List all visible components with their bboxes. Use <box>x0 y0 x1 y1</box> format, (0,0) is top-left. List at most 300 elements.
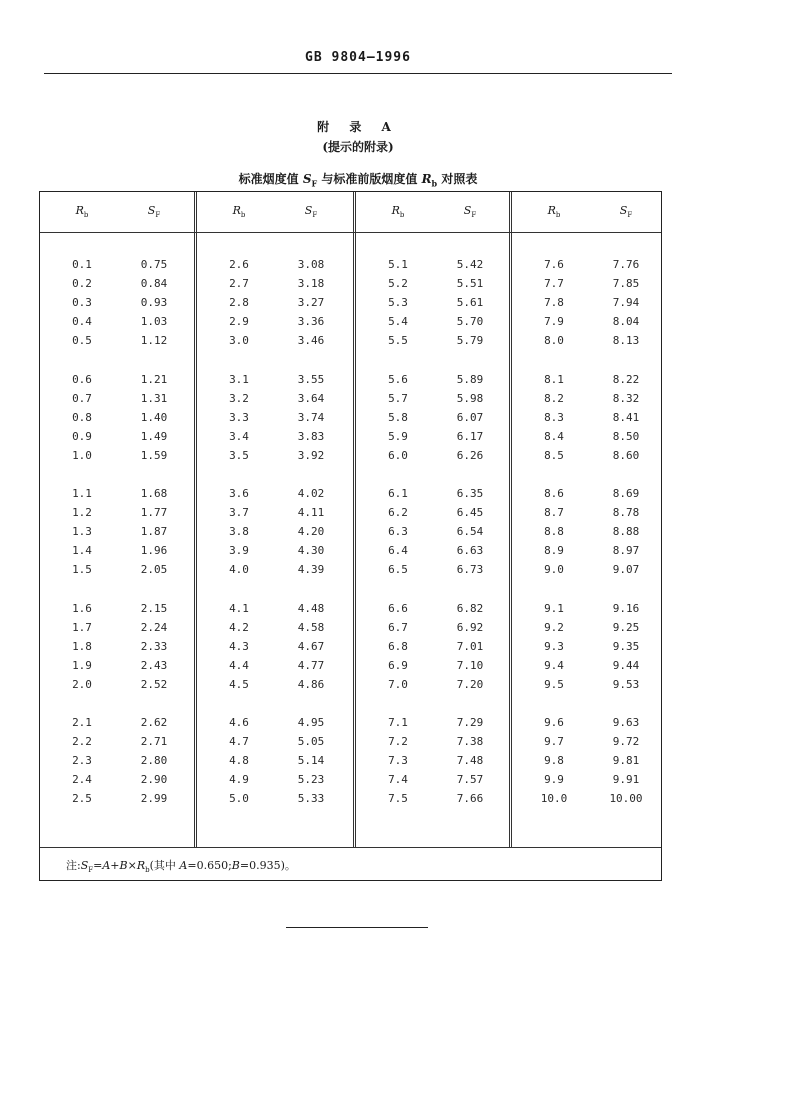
sf-value: 2.80 <box>140 754 168 768</box>
rb-value: 7.2 <box>388 735 408 749</box>
header-sf-sub: F <box>312 211 318 220</box>
table-title-part3: 对照表 <box>437 172 478 186</box>
rb-value: 2.9 <box>229 315 249 329</box>
table-row <box>356 621 508 639</box>
sf-value: 1.59 <box>140 448 168 462</box>
table-row <box>40 716 192 734</box>
header-rb-symbol: R <box>547 204 556 217</box>
sf-value: 5.42 <box>456 258 484 271</box>
sf-value: 1.77 <box>140 506 168 520</box>
rb-value: 1.2 <box>72 506 92 520</box>
table-row <box>356 430 508 448</box>
rb-value: 3.3 <box>229 410 249 424</box>
table-row <box>512 334 664 352</box>
rb-value: 9.9 <box>544 773 564 787</box>
sf-value: 8.60 <box>612 448 640 462</box>
rb-value: 1.9 <box>72 658 92 672</box>
rb-value: 4.1 <box>229 601 249 615</box>
appendix-subtitle: (提示的附录) <box>322 140 394 154</box>
table-row <box>512 754 664 772</box>
sf-value: 1.87 <box>140 525 168 539</box>
rb-value: 4.9 <box>229 773 249 787</box>
table-title-sub1: F <box>311 178 318 189</box>
table-row <box>356 258 508 276</box>
rb-value: 7.8 <box>544 296 564 310</box>
rb-value: 8.2 <box>544 391 564 405</box>
rb-value: 5.4 <box>388 315 408 329</box>
header-sf-symbol: S <box>147 204 156 217</box>
rb-value: 4.8 <box>229 754 249 768</box>
sf-value: 6.17 <box>456 429 484 443</box>
sf-value: 9.07 <box>612 563 640 577</box>
table-row <box>40 735 192 753</box>
rb-value: 8.4 <box>544 429 564 443</box>
sf-value: 2.71 <box>140 735 168 749</box>
table-note <box>66 857 296 874</box>
sf-value: 5.23 <box>297 773 325 787</box>
table-row <box>512 487 664 505</box>
sf-value: 7.48 <box>456 754 484 768</box>
rb-value: 8.3 <box>544 410 564 424</box>
header-rule <box>44 73 672 74</box>
table-row <box>356 716 508 734</box>
sf-value: 4.95 <box>297 716 325 730</box>
rb-value: 6.9 <box>388 658 408 672</box>
rb-value: 9.0 <box>544 563 564 577</box>
sf-value: 8.50 <box>612 429 640 443</box>
table-row <box>40 334 192 352</box>
sf-value: 4.30 <box>297 544 325 558</box>
sf-value: 6.45 <box>456 506 484 520</box>
conversion-table <box>39 191 662 881</box>
table-row <box>512 277 664 295</box>
rb-value: 4.3 <box>229 639 249 653</box>
table-title-sym2: R <box>421 172 432 186</box>
rb-value: 5.0 <box>229 792 249 806</box>
table-row <box>197 334 349 352</box>
header-rb-symbol: R <box>232 204 241 217</box>
rb-value: 6.1 <box>388 487 408 501</box>
sf-value: 2.90 <box>140 773 168 787</box>
sf-value: 5.61 <box>456 296 484 310</box>
table-row <box>197 678 349 696</box>
rb-value: 1.6 <box>72 601 92 615</box>
note-s: S <box>80 859 89 872</box>
rb-value: 0.3 <box>72 296 92 310</box>
sf-value: 6.26 <box>456 448 484 462</box>
sf-value: 2.24 <box>140 620 168 634</box>
rb-value: 2.7 <box>229 277 249 291</box>
table-row <box>40 430 192 448</box>
sf-value: 3.92 <box>297 448 325 462</box>
page-header-code: GB 9804—1996 <box>305 50 411 65</box>
rb-value: 1.4 <box>72 544 92 558</box>
header-sf <box>291 204 331 219</box>
rb-value: 4.6 <box>229 716 249 730</box>
table-row <box>40 373 192 391</box>
rb-value: 5.2 <box>388 277 408 291</box>
rb-value: 7.1 <box>388 716 408 730</box>
header-rb <box>219 204 259 219</box>
note-a: A <box>102 859 111 872</box>
table-row <box>40 563 192 581</box>
sf-value: 3.55 <box>297 372 325 386</box>
sf-value: 4.20 <box>297 525 325 539</box>
rb-value: 0.4 <box>72 315 92 329</box>
rb-value: 3.5 <box>229 448 249 462</box>
table-row <box>197 430 349 448</box>
table-row <box>356 678 508 696</box>
sf-value: 8.32 <box>612 391 640 405</box>
table-row <box>356 487 508 505</box>
sf-value: 5.70 <box>456 315 484 329</box>
header-rb <box>378 204 418 219</box>
sf-value: 3.08 <box>297 258 325 271</box>
sf-value: 4.02 <box>297 487 325 501</box>
note-plus: + <box>110 859 120 872</box>
sf-value: 5.14 <box>297 754 325 768</box>
sf-value: 7.94 <box>612 296 640 310</box>
rb-value: 3.0 <box>229 334 249 348</box>
table-title-sub2: b <box>431 178 438 189</box>
note-times: × <box>127 859 137 872</box>
rb-value: 6.5 <box>388 563 408 577</box>
sf-value: 1.12 <box>140 334 168 348</box>
rb-value: 5.3 <box>388 296 408 310</box>
sf-value: 8.22 <box>612 372 640 386</box>
sf-value: 2.99 <box>140 792 168 806</box>
rb-value: 9.4 <box>544 658 564 672</box>
table-row <box>512 544 664 562</box>
table-column-group <box>40 192 192 847</box>
table-row <box>356 563 508 581</box>
rb-value: 9.2 <box>544 620 564 634</box>
table-row <box>40 640 192 658</box>
table-row <box>40 773 192 791</box>
table-row <box>40 678 192 696</box>
rb-value: 2.8 <box>229 296 249 310</box>
table-row <box>356 544 508 562</box>
table-row <box>356 754 508 772</box>
table-row <box>197 621 349 639</box>
sf-value: 2.52 <box>140 677 168 691</box>
note-eq: = <box>93 859 103 872</box>
table-row <box>40 392 192 410</box>
table-row <box>512 716 664 734</box>
header-sf-sub: F <box>155 211 161 220</box>
table-row <box>40 792 192 810</box>
header-sf-sub: F <box>627 211 633 220</box>
table-row <box>356 392 508 410</box>
table-row <box>197 735 349 753</box>
sf-value: 2.62 <box>140 716 168 730</box>
table-row <box>356 525 508 543</box>
column-header <box>40 192 192 232</box>
sf-value: 2.43 <box>140 658 168 672</box>
sf-value: 9.53 <box>612 677 640 691</box>
rb-value: 2.4 <box>72 773 92 787</box>
table-row <box>512 315 664 333</box>
sf-value: 8.13 <box>612 334 640 348</box>
table-row <box>197 754 349 772</box>
rb-value: 8.8 <box>544 525 564 539</box>
rb-value: 8.7 <box>544 506 564 520</box>
table-row <box>197 449 349 467</box>
table-row <box>356 334 508 352</box>
note-a-val: =0.650; <box>187 859 232 872</box>
rb-value: 2.0 <box>72 677 92 691</box>
table-row <box>40 277 192 295</box>
note-rule-line <box>40 847 661 848</box>
header-rb-sub: b <box>399 211 405 220</box>
header-rb-sub: b <box>555 211 561 220</box>
rb-value: 7.6 <box>544 258 564 271</box>
table-row <box>197 487 349 505</box>
rb-value: 6.0 <box>388 448 408 462</box>
sf-value: 8.41 <box>612 410 640 424</box>
column-header <box>512 192 664 232</box>
sf-value: 5.79 <box>456 334 484 348</box>
rb-value: 9.8 <box>544 754 564 768</box>
rb-value: 1.5 <box>72 563 92 577</box>
table-row <box>356 373 508 391</box>
rb-value: 4.7 <box>229 735 249 749</box>
table-row <box>512 621 664 639</box>
sf-value: 9.16 <box>612 601 640 615</box>
rb-value: 7.5 <box>388 792 408 806</box>
table-row <box>512 506 664 524</box>
header-rb-symbol: R <box>75 204 84 217</box>
sf-value: 2.33 <box>140 639 168 653</box>
sf-value: 4.67 <box>297 639 325 653</box>
table-row <box>40 659 192 677</box>
sf-value: 10.00 <box>609 792 643 806</box>
sf-value: 9.25 <box>612 620 640 634</box>
header-rb-symbol: R <box>391 204 400 217</box>
rb-value: 2.6 <box>229 258 249 271</box>
sf-value: 8.88 <box>612 525 640 539</box>
rb-value: 7.0 <box>388 677 408 691</box>
sf-value: 6.73 <box>456 563 484 577</box>
sf-value: 5.89 <box>456 372 484 386</box>
sf-value: 7.10 <box>456 658 484 672</box>
rb-value: 6.8 <box>388 639 408 653</box>
note-b-val: =0.935)。 <box>239 859 296 872</box>
sf-value: 4.39 <box>297 563 325 577</box>
header-rb <box>62 204 102 219</box>
rb-value: 3.6 <box>229 487 249 501</box>
sf-value: 3.83 <box>297 429 325 443</box>
rb-value: 2.5 <box>72 792 92 806</box>
table-row <box>197 277 349 295</box>
rb-value: 8.6 <box>544 487 564 501</box>
rb-value: 6.6 <box>388 601 408 615</box>
table-row <box>356 602 508 620</box>
table-title-part1: 标准烟度值 <box>238 172 303 186</box>
note-s-sub: F <box>88 866 94 875</box>
note-b: B <box>119 859 128 872</box>
header-rb-sub: b <box>83 211 89 220</box>
table-row <box>197 315 349 333</box>
table-row <box>197 258 349 276</box>
rb-value: 6.2 <box>388 506 408 520</box>
table-row <box>512 373 664 391</box>
note-b2: B <box>231 859 240 872</box>
table-row <box>356 640 508 658</box>
table-row <box>40 506 192 524</box>
rb-value: 9.5 <box>544 677 564 691</box>
table-row <box>40 602 192 620</box>
table-row <box>356 411 508 429</box>
rb-value: 5.5 <box>388 334 408 348</box>
rb-value: 4.4 <box>229 658 249 672</box>
rb-value: 3.4 <box>229 429 249 443</box>
rb-value: 2.2 <box>72 735 92 749</box>
sf-value: 1.03 <box>140 315 168 329</box>
sf-value: 4.86 <box>297 677 325 691</box>
rb-value: 7.7 <box>544 277 564 291</box>
header-sf-symbol: S <box>463 204 472 217</box>
sf-value: 6.63 <box>456 544 484 558</box>
table-row <box>512 735 664 753</box>
footer-rule <box>286 927 428 928</box>
sf-value: 5.98 <box>456 391 484 405</box>
note-paren: (其中 <box>149 859 180 872</box>
table-row <box>197 716 349 734</box>
table-row <box>197 602 349 620</box>
rb-value: 1.7 <box>72 620 92 634</box>
sf-value: 7.57 <box>456 773 484 787</box>
rb-value: 0.2 <box>72 277 92 291</box>
sf-value: 8.69 <box>612 487 640 501</box>
rb-value: 6.4 <box>388 544 408 558</box>
table-title-part2: 与标准前版烟度值 <box>317 172 422 186</box>
sf-value: 6.07 <box>456 410 484 424</box>
rb-value: 8.9 <box>544 544 564 558</box>
rb-value: 9.3 <box>544 639 564 653</box>
table-row <box>197 773 349 791</box>
sf-value: 1.96 <box>140 544 168 558</box>
rb-value: 8.1 <box>544 372 564 386</box>
table-row <box>197 411 349 429</box>
sf-value: 3.64 <box>297 391 325 405</box>
table-row <box>356 277 508 295</box>
sf-value: 6.92 <box>456 620 484 634</box>
sf-value: 9.72 <box>612 735 640 749</box>
sf-value: 6.35 <box>456 487 484 501</box>
rb-value: 0.9 <box>72 429 92 443</box>
sf-value: 0.93 <box>140 296 168 310</box>
rb-value: 7.9 <box>544 315 564 329</box>
rb-value: 1.8 <box>72 639 92 653</box>
table-row <box>512 602 664 620</box>
note-prefix: 注: <box>66 859 81 872</box>
table-row <box>197 640 349 658</box>
sf-value: 8.78 <box>612 506 640 520</box>
table-row <box>40 487 192 505</box>
rb-value: 4.5 <box>229 677 249 691</box>
sf-value: 5.51 <box>456 277 484 291</box>
table-column-group <box>197 192 349 847</box>
sf-value: 5.05 <box>297 735 325 749</box>
note-r-sub: b <box>145 866 150 875</box>
table-title <box>0 170 716 188</box>
table-row <box>197 792 349 810</box>
header-sf-symbol: S <box>619 204 628 217</box>
table-row <box>40 449 192 467</box>
rb-value: 6.3 <box>388 525 408 539</box>
sf-value: 7.38 <box>456 735 484 749</box>
sf-value: 2.15 <box>140 601 168 615</box>
rb-value: 8.0 <box>544 334 564 348</box>
table-row <box>356 773 508 791</box>
sf-value: 3.74 <box>297 410 325 424</box>
rb-value: 0.8 <box>72 410 92 424</box>
rb-value: 0.7 <box>72 391 92 405</box>
rb-value: 2.1 <box>72 716 92 730</box>
rb-value: 7.4 <box>388 773 408 787</box>
table-row <box>40 296 192 314</box>
column-header <box>197 192 349 232</box>
sf-value: 6.54 <box>456 525 484 539</box>
sf-value: 7.85 <box>612 277 640 291</box>
rb-value: 5.1 <box>388 258 408 271</box>
table-row <box>40 544 192 562</box>
sf-value: 2.05 <box>140 563 168 577</box>
header-sf <box>450 204 490 219</box>
sf-value: 0.75 <box>140 258 168 271</box>
header-sf-symbol: S <box>304 204 313 217</box>
sf-value: 7.29 <box>456 716 484 730</box>
sf-value: 3.46 <box>297 334 325 348</box>
table-row <box>197 392 349 410</box>
rb-value: 1.1 <box>72 487 92 501</box>
table-row <box>356 792 508 810</box>
appendix-title: 附 录 A <box>317 120 399 134</box>
rb-value: 5.6 <box>388 372 408 386</box>
rb-value: 9.6 <box>544 716 564 730</box>
sf-value: 1.31 <box>140 391 168 405</box>
table-row <box>40 258 192 276</box>
sf-value: 6.82 <box>456 601 484 615</box>
sf-value: 1.49 <box>140 429 168 443</box>
rb-value: 5.9 <box>388 429 408 443</box>
table-row <box>197 544 349 562</box>
table-title-sym1: S <box>302 172 312 186</box>
table-row <box>40 621 192 639</box>
table-row <box>512 296 664 314</box>
rb-value: 4.2 <box>229 620 249 634</box>
sf-value: 3.18 <box>297 277 325 291</box>
table-row <box>40 525 192 543</box>
table-column-group <box>512 192 664 847</box>
header-sf <box>134 204 174 219</box>
rb-value: 2.3 <box>72 754 92 768</box>
rb-value: 8.5 <box>544 448 564 462</box>
table-row <box>356 315 508 333</box>
table-row <box>40 315 192 333</box>
sf-value: 7.20 <box>456 677 484 691</box>
sf-value: 4.58 <box>297 620 325 634</box>
table-row <box>356 659 508 677</box>
rb-value: 7.3 <box>388 754 408 768</box>
table-row <box>197 373 349 391</box>
table-row <box>512 525 664 543</box>
sf-value: 7.66 <box>456 792 484 806</box>
table-row <box>356 296 508 314</box>
table-row <box>512 430 664 448</box>
table-row <box>40 411 192 429</box>
